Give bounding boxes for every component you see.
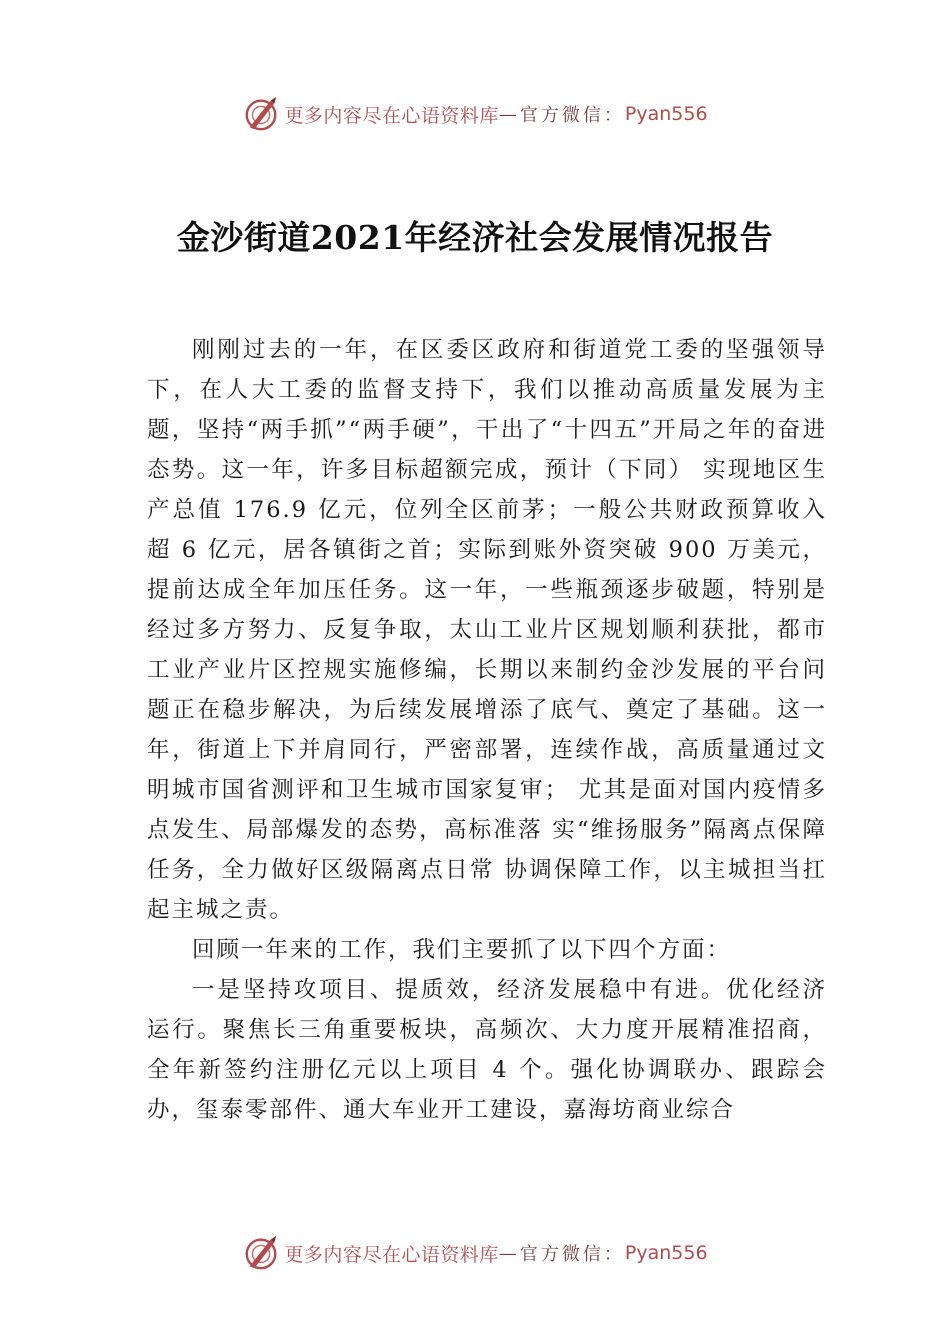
banner-dash: — [498,1242,520,1264]
header-banner [0,94,950,134]
banner-text-main: 更多内容尽在心语资料库 [284,1243,499,1266]
paragraph: 一是坚持攻项目、提质效，经济发展稳中有进。优化经济运行。聚焦长三角重要板块，高频次、大力度开展精准招商，全年新签约注册亿元以上项目 4 个。强化协调联办、跟踪会办，玺泰零部件、通大车业开工建设，嘉海坊商业综合 [147,977,827,1123]
paragraph: 回顾一年来的工作，我们主要抓了以下四个方面： [192,937,732,963]
banner-wechat-id: Pyan556 [624,1242,708,1264]
footer-banner [0,1233,950,1273]
banner-dash: — [498,103,520,125]
banner-wechat-id: Pyan556 [624,103,708,125]
document-body [147,330,827,1130]
document-title: 金沙街道2021年经济社会发展情况报告 [176,218,774,257]
banner-label: 官方微信： [519,1244,625,1265]
banner-label: 官方微信： [519,105,625,126]
banner-text-main: 更多内容尽在心语资料库 [284,104,499,127]
pen-logo-icon [242,95,280,133]
paragraph: 刚刚过去的一年，在区委区政府和街道党工委的坚强领导下，在人大工委的监督支持下，我们以推动高质量发展为主题，坚持“两手抓”“两手硬”，干出了“十四五”开局之年的奋进态势。这一年，许多目标超额完成，预计（下同） 实现地区生产总值 176.9 亿元，位列全区前茅；一般公共财政预算收入超 6 亿元，居各镇街之首；实际到账外资突破 900 万美元，提前达成全年加压任务。这一年，一些瓶颈逐步破题，特别是经过多方努力、反复争取，太山工业片区规划顺利获批，都市工业产业片区控规实施修编，长期以来制约金沙发展的平台问题正在稳步解决，为后续发展增添了底气、奠定了基础。这一年，街道上下并肩同行，严密部署，连续作战，高质量通过文明城市国省测评和卫生城市国家复审； 尤其是面对国内疫情多点发生、局部爆发的态势，高标准落 实“维扬服务”隔离点保障任务，全力做好区级隔离点日常 协调保障工作，以主城担当扛起主城之责。 [147,337,827,923]
pen-logo-icon [242,1234,280,1272]
